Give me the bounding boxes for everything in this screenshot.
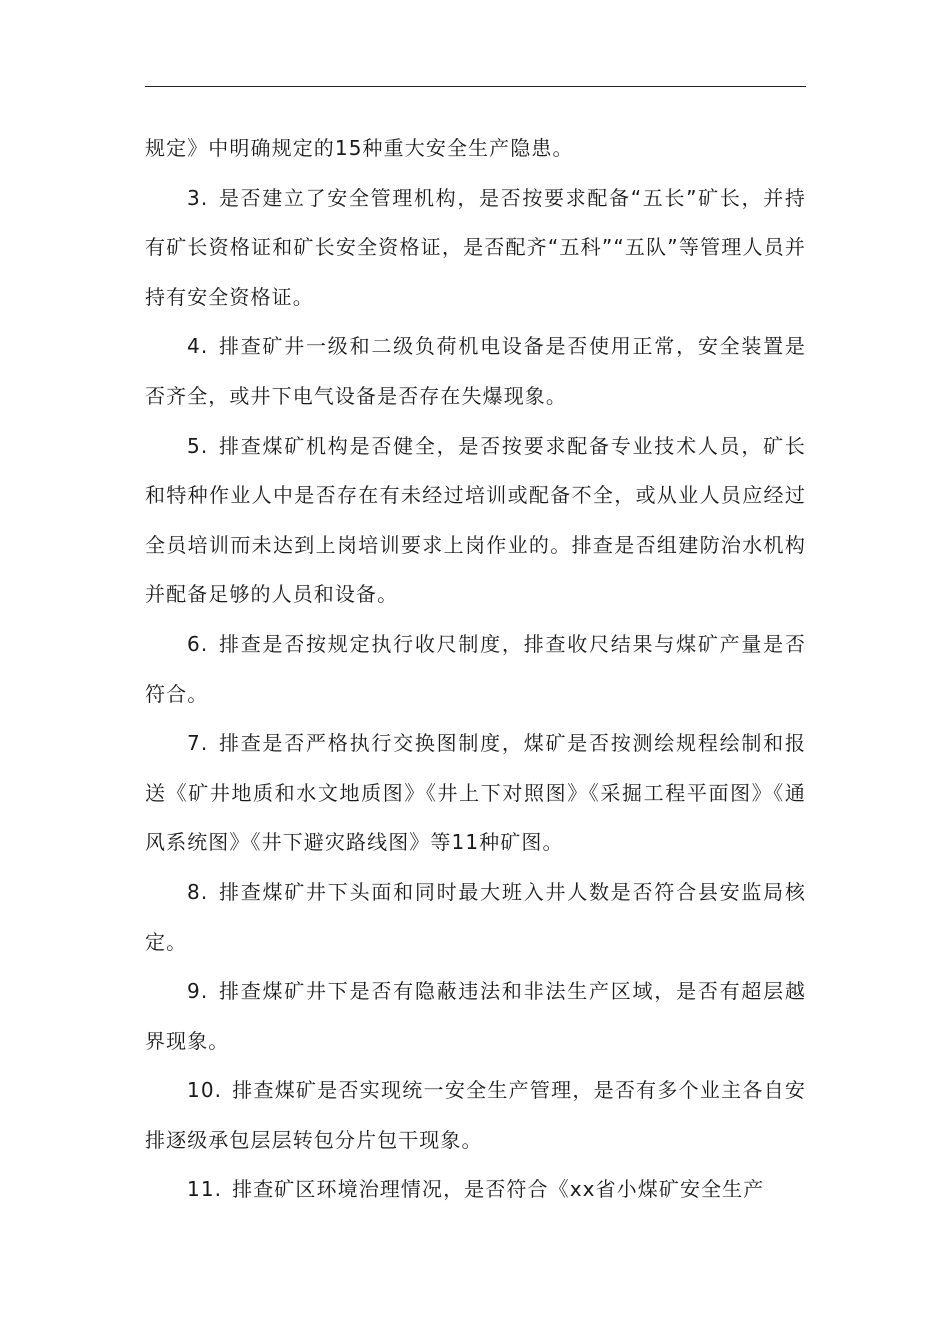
paragraph-text: 排查煤矿井下是否有隐蔽违法和非法生产区域，是否有超层越界现象。 xyxy=(145,979,806,1053)
header-rule xyxy=(145,86,806,87)
item-number: 7. xyxy=(187,731,209,756)
item-number: 11. xyxy=(187,1177,223,1202)
paragraph-text: 排查是否按规定执行收尺制度，排查收尺结果与煤矿产量是否符合。 xyxy=(145,631,806,706)
item-number: 5. xyxy=(187,433,209,458)
paragraph-text: 排查是否严格执行交换图制度，煤矿是否按测绘规程绘制和报送《矿井地质和水文地质图》《井上下对照图》《采掘工程平面图》《通风系统图》《井下避灾路线图》等11种矿图。 xyxy=(145,731,806,855)
document-body xyxy=(145,124,806,1215)
item-number: 6. xyxy=(187,631,209,656)
paragraph-item-9 xyxy=(145,967,806,1066)
paragraph-item-3 xyxy=(145,174,806,323)
item-number: 9. xyxy=(187,979,209,1004)
paragraph-text: 排查矿井一级和二级负荷机电设备是否使用正常，安全装置是否齐全，或井下电气设备是否存在失爆现象。 xyxy=(145,334,806,408)
paragraph-text: 排查煤矿是否实现统一安全生产管理，是否有多个业主各自安排逐级承包层层转包分片包干现象。 xyxy=(145,1078,806,1152)
paragraph-item-6 xyxy=(145,620,806,719)
item-number: 3. xyxy=(187,185,209,210)
paragraph-item-8 xyxy=(145,868,806,967)
paragraph-item-4 xyxy=(145,322,806,421)
paragraph-text: 排查煤矿机构是否健全，是否按要求配备专业技术人员，矿长和特种作业人中是否存在有未经过培训或配备不全，或从业人员应经过全员培训而未达到上岗培训要求上岗作业的。排查是否组建防治水机构并配备足够的人员和设备。 xyxy=(145,433,806,607)
paragraph-item-7 xyxy=(145,719,806,868)
item-number: 10. xyxy=(187,1078,223,1103)
paragraph-item-10 xyxy=(145,1066,806,1165)
paragraph-item-5 xyxy=(145,422,806,620)
item-number: 8. xyxy=(187,879,209,904)
paragraph-text: 是否建立了安全管理机构，是否按要求配备“五长”矿长，并持有矿长资格证和矿长安全资格证，是否配齐“五科”“五队”等管理人员并持有安全资格证。 xyxy=(145,185,806,309)
paragraph-text: 排查矿区环境治理情况，是否符合《xx省小煤矿安全生产 xyxy=(232,1177,765,1202)
paragraph-text: 排查煤矿井下头面和同时最大班入井人数是否符合县安监局核定。 xyxy=(145,879,806,954)
item-number: 4. xyxy=(187,334,209,359)
paragraph-text: 规定》中明确规定的15种重大安全生产隐患。 xyxy=(145,136,574,160)
paragraph-item-11 xyxy=(145,1165,806,1215)
paragraph-continuation xyxy=(145,124,806,174)
